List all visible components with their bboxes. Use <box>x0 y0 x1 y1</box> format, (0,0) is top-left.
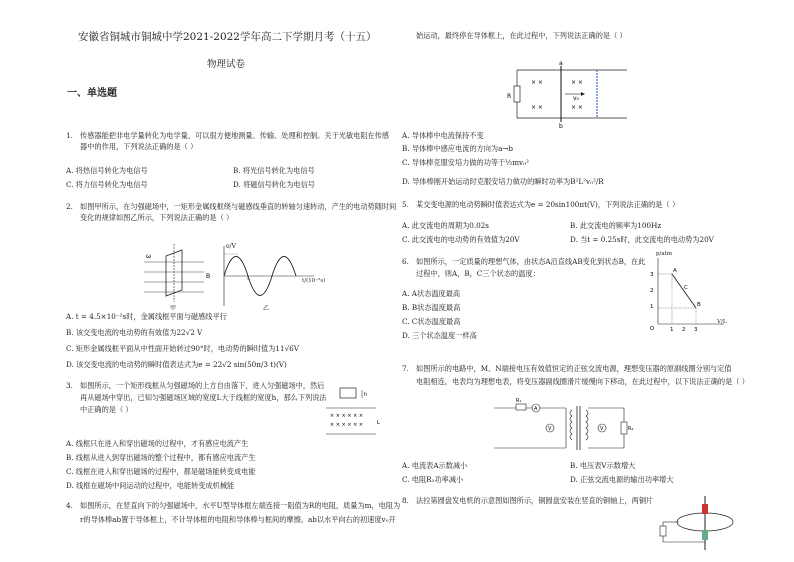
q3-stem-line1: 3. 如图所示，一个矩形线框从匀强磁场的上方自由落下，进入匀强磁场中，然后 <box>66 381 325 390</box>
svg-text:× × × × × ×: × × × × × × <box>330 413 364 419</box>
q6-axis-p-label: p/atm <box>656 251 673 257</box>
svg-text:× ×: × × <box>531 79 543 86</box>
q1-option-d: D. 将磁信号转化为电信号 <box>233 180 315 189</box>
q7-option-b: B. 电压表V示数增大 <box>570 461 636 470</box>
q6-option-a: A. A状态温度最高 <box>402 289 461 298</box>
q6-stem-line2: 过程中，则A，B，C三个状态的温度： <box>416 269 540 278</box>
svg-text:B: B <box>206 273 211 280</box>
q7-option-a: A. 电流表A示数减小 <box>402 461 468 470</box>
q1-stem-line2: 器中的作用，下列说法正确的是（ ） <box>80 142 198 151</box>
q5-option-d: D. 当t = 0.25s时，此交流电的电动势为20V <box>570 235 714 244</box>
q6-axis-v-label: V/L <box>717 319 727 325</box>
q2-option-b: B. 该交变电流的电动势的有效值为22√2 V <box>66 328 203 337</box>
q5-option-b: B. 此交流电的频率为100Hz <box>570 221 662 230</box>
section-heading: 一、单选题 <box>67 88 117 99</box>
q4-stem-line1: 4. 如图所示，在竖直向下的匀强磁场中，水平U型导体框左端连接一阻值为R的电阻，质量为m，电阻为 <box>66 501 401 510</box>
svg-text:1: 1 <box>670 327 674 333</box>
q5-option-c: C. 此交流电的电动势的有效值为20V <box>402 235 520 244</box>
svg-text:R₂: R₂ <box>628 426 634 432</box>
svg-text:R: R <box>507 93 512 100</box>
svg-text:ω: ω <box>146 253 152 260</box>
right-column <box>397 0 777 562</box>
svg-text:R₁: R₁ <box>516 398 522 404</box>
q1-option-b: B. 将光信号转化为电信号 <box>233 166 315 175</box>
q4-figure-rail <box>507 60 629 130</box>
page-title: 安徽省铜城市铜城中学2021-2022学年高二下学期月考（十五） <box>78 31 377 43</box>
q2-axis-t-label: t/(10⁻²s) <box>302 278 326 284</box>
svg-text:2: 2 <box>682 327 686 333</box>
q1-option-a: A. 将热信号转化为电信号 <box>66 166 148 175</box>
q6-option-b: B. B状态温度最高 <box>402 303 461 312</box>
q2-option-d: D. 该交变电流的电动势的瞬时值表达式为e = 22√2 sin(50π/3 t)(V) <box>66 360 287 369</box>
svg-text:v₀: v₀ <box>573 95 579 102</box>
q4-option-a: A. 导体棒中电流保持不变 <box>402 131 484 140</box>
q3-option-c: C. 线框在进入和穿出磁场的过程中，都是磁场能转变成电能 <box>66 467 256 476</box>
q5-stem: 5. 某交变电源的电动势瞬时值表达式为e = 20sin100πt(V)，下列说法正确的是（ ） <box>402 200 680 209</box>
q3-option-d: D. 线框在磁场中间运动的过程中，电能转变成机械能 <box>66 481 235 490</box>
svg-text:A: A <box>534 406 538 412</box>
q8-stem: 8. 法拉第圆盘发电机的示意图如图所示，铜圆盘安装在竖直的铜轴上，两铜片 <box>402 496 654 505</box>
q2-option-c: C. 矩形金属线框平面从中性面开始转过90°时，电动势的瞬时值为11√6V <box>66 344 299 353</box>
q3-option-b: B. 线框从进入到穿出磁场的整个过程中，都有感应电流产生 <box>66 453 256 462</box>
svg-text:O: O <box>650 326 655 332</box>
q2-label-yi: 乙 <box>263 305 270 312</box>
q3-stem-line2: 再从磁场中穿出，已知匀强磁场区域的宽度L大于线框的宽度h，那么下列说法 <box>80 393 327 402</box>
q7-option-c: C. 电阻R₁功率减小 <box>402 475 464 484</box>
svg-text:3: 3 <box>650 272 654 278</box>
q4-option-d: D. 导体棒刚开始运动时克服安培力做功的瞬时功率为B²L²v₀²/R <box>402 177 604 186</box>
svg-text:× × × × × ×: × × × × × × <box>330 422 364 428</box>
q7-stem-line1: 7. 如图所示的电路中，M、N端接电压有效值恒定的正弦交流电源，理想变压器的原副线圈分别与定值 <box>402 364 732 373</box>
svg-text:b: b <box>559 123 563 130</box>
svg-text:2: 2 <box>650 288 654 294</box>
q7-option-d: D. 正弦交流电源的输出功率增大 <box>570 475 674 484</box>
q1-stem-line1: 1. 传感器能把非电学量转化为电学量，可以很方便地测量、传输、处理和控制。关于光敏电阻在传感 <box>66 131 390 140</box>
q6-option-d: D. 三个状态温度一样高 <box>402 331 477 340</box>
q2-stem-line1: 2. 如图甲所示，在匀强磁场中，一矩形金属线框绕与磁感线垂直的转轴匀速转动，产生的电动势随时间 <box>66 202 397 211</box>
q2-label-jia: 甲 <box>170 305 177 312</box>
svg-text:a: a <box>559 60 563 67</box>
q2-option-a: A. t = 4.5×10⁻²s时，金属线框平面与磁感线平行 <box>66 312 227 321</box>
svg-text:3: 3 <box>694 327 698 333</box>
q3-figure-frame-field <box>326 386 382 438</box>
page-subtitle: 物理试卷 <box>207 59 246 70</box>
q8-figure-faraday-disk <box>659 492 739 554</box>
svg-text:V: V <box>600 426 604 432</box>
svg-text:A: A <box>673 268 677 274</box>
q4-option-b: B. 导体棒中感应电流的方向为a→b <box>402 144 514 153</box>
q3-stem-line3: 中正确的是（ ） <box>80 405 133 414</box>
q2-figure-jia <box>144 244 214 306</box>
svg-text:h: h <box>364 392 368 398</box>
svg-text:1: 1 <box>650 304 654 310</box>
q4-option-c: C. 导体棒克服安培力做的功等于½mv₀² <box>402 158 529 167</box>
q4-stem-continued: 始运动，最终停在导体框上，在此过程中，下列说法正确的是（ ） <box>416 31 627 40</box>
q3-option-a: A. 线框只在进入和穿出磁场的过程中，才有感应电流产生 <box>66 439 249 448</box>
svg-text:C: C <box>684 285 688 291</box>
q5-option-a: A. 此交流电的周期为0.02s <box>402 221 489 230</box>
svg-text:× ×: × × <box>531 104 543 111</box>
q2-stem-line2: 变化的规律如图乙所示，下列说法正确的是（ ） <box>80 213 234 222</box>
svg-text:B: B <box>697 302 701 308</box>
svg-text:× ×: × × <box>571 104 583 111</box>
q4-stem-line2: r的导体棒ab置于导体框上，不计导体框的电阻和导体棒与框间的摩擦。ab以水平向右的初速度v₀开 <box>80 515 396 524</box>
q7-stem-line2: 电阻相连，电表均为理想电表，将变压器副线圈滑片缓慢向下移动，在此过程中，以下说法正确的是（ ） <box>416 377 749 386</box>
q2-axis-e-label: e/V <box>226 243 236 250</box>
svg-text:L: L <box>377 420 380 426</box>
svg-text:× ×: × × <box>571 79 583 86</box>
q1-option-c: C. 将力信号转化为电信号 <box>66 180 148 189</box>
q7-figure-transformer-circuit <box>492 396 632 458</box>
q6-option-c: C. C状态温度最高 <box>402 317 461 326</box>
svg-text:V: V <box>548 426 552 432</box>
q6-stem-line1: 6. 如图所示，一定质量的理想气体，由状态A沿直线AB变化到状态B，在此 <box>402 257 646 266</box>
